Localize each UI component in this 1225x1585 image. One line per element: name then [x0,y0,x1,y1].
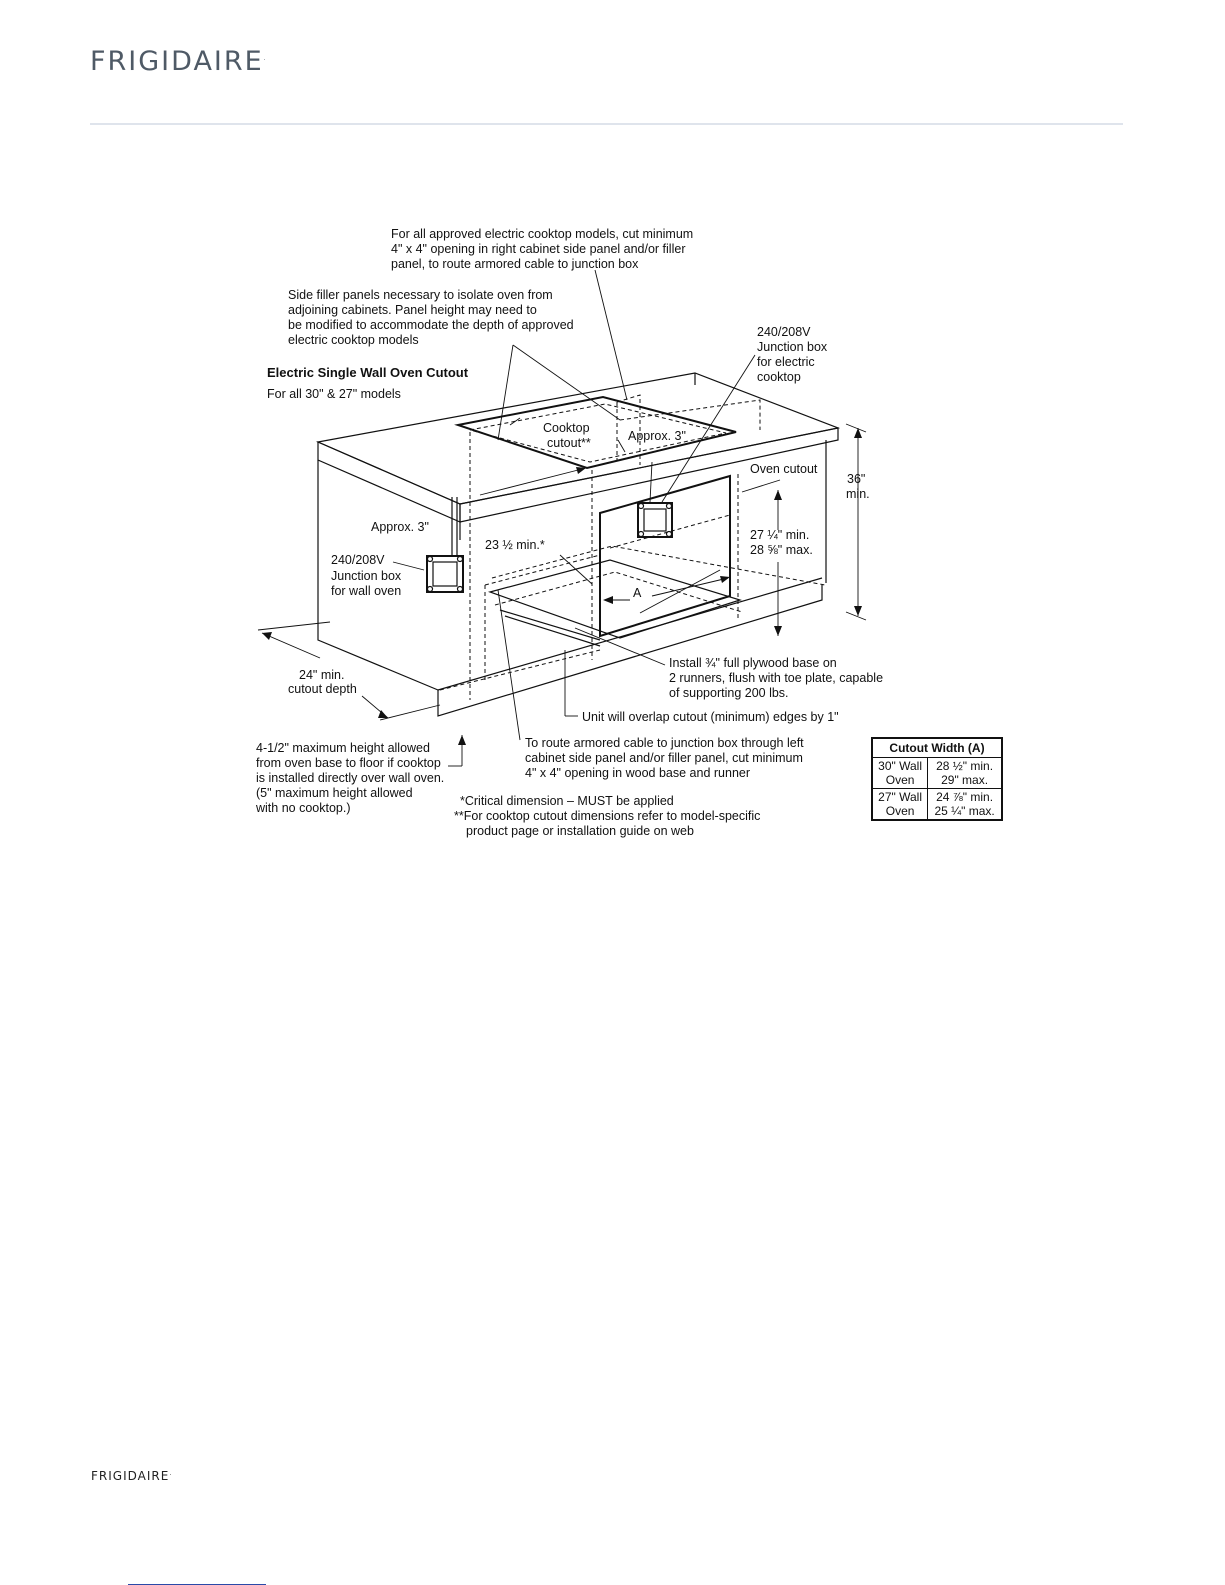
svg-text:23 ½ min.*: 23 ½ min.* [485,538,545,552]
svg-text:with no cooktop.): with no cooktop.) [256,801,351,815]
svg-text:electric cooktop models: electric cooktop models [288,333,419,347]
svg-text:Approx. 3": Approx. 3" [628,429,686,443]
svg-text:36": 36" [847,472,866,486]
svg-text:for wall oven: for wall oven [331,584,402,598]
svg-text:for electric: for electric [757,355,815,369]
svg-text:Oven cutout: Oven cutout [750,462,818,476]
svg-text:Junction box: Junction box [757,340,828,354]
footer-logo: FRIGIDAIRE. [91,1469,172,1483]
svg-text:4-1/2" maximum height allowed: 4-1/2" maximum height allowed [256,741,430,755]
svg-text:Approx. 3": Approx. 3" [371,520,429,534]
brand-logo: FRIGIDAIRE. [90,46,266,77]
junction-box-cooktop [638,503,672,537]
svg-text:panel, to route armored cable: panel, to route armored cable to junction box [391,257,639,271]
svg-text:27 ¼" min.: 27 ¼" min. [750,528,810,542]
svg-text:cutout depth: cutout depth [288,682,357,696]
junction-box-wall-oven [427,556,463,592]
svg-text:To route armored cable to junc: To route armored cable to junction box through left [525,736,804,750]
svg-text:240/208V: 240/208V [331,553,385,567]
cutout-width-table [871,737,1003,821]
svg-text:(5" maximum height allowed: (5" maximum height allowed [256,786,413,800]
svg-text:Install ¾" full plywood base o: Install ¾" full plywood base on [669,656,837,670]
svg-text:Side filler panels necessary t: Side filler panels necessary to isolate oven from [288,288,553,302]
diagram-title: Electric Single Wall Oven Cutout [267,365,469,380]
diagram-subtitle: For all 30" & 27" models [267,387,401,401]
svg-text:cabinet side panel and/or fill: cabinet side panel and/or filler panel, cut minimum [525,751,803,765]
diagram-labels [255,227,883,838]
svg-text:adjoining cabinets. Panel heig: adjoining cabinets. Panel height may need to [288,303,537,317]
svg-text:cooktop: cooktop [757,370,801,384]
svg-text:**For cooktop cutout dimension: **For cooktop cutout dimensions refer to model-specific [454,809,761,823]
svg-text:of supporting 200 lbs.: of supporting 200 lbs. [669,686,789,700]
svg-text:from oven base to floor if coo: from oven base to floor if cooktop [256,756,441,770]
svg-text:cutout**: cutout** [547,436,591,450]
table-row: 27" Wall Oven 24 ⅞" min. 25 ¼" max. [872,789,1002,821]
table-row: 30" Wall Oven 28 ½" min. 29" max. [872,758,1002,789]
table-header: Cutout Width (A) [872,738,1002,758]
svg-text:For all approved electric cook: For all approved electric cooktop models, cut minimum [391,227,694,241]
svg-text:28 ⅝" max.: 28 ⅝" max. [750,543,813,557]
svg-text:Cooktop: Cooktop [543,421,590,435]
svg-text:min.: min. [846,487,870,501]
svg-text:4" x 4" opening in wood base a: 4" x 4" opening in wood base and runner [525,766,751,780]
svg-text:240/208V: 240/208V [757,325,811,339]
svg-text:Junction box: Junction box [331,569,402,583]
svg-text:be modified to accommodate the: be modified to accommodate the depth of approved [288,318,574,332]
svg-text:2 runners, flush with toe plat: 2 runners, flush with toe plate, capable [669,671,884,685]
svg-text:product page or installation g: product page or installation guide on web [466,824,694,838]
critical-note: *Critical dimension – MUST be applied [460,794,674,808]
svg-text:Unit will overlap cutout (mini: Unit will overlap cutout (minimum) edges by 1" [582,710,839,724]
svg-text:4" x 4" opening in right cabin: 4" x 4" opening in right cabinet side panel and/or filler [391,242,686,256]
svg-text:is installed directly over wal: is installed directly over wall oven. [256,771,445,785]
svg-text:24" min.: 24" min. [299,668,345,682]
svg-text:A: A [633,586,642,600]
